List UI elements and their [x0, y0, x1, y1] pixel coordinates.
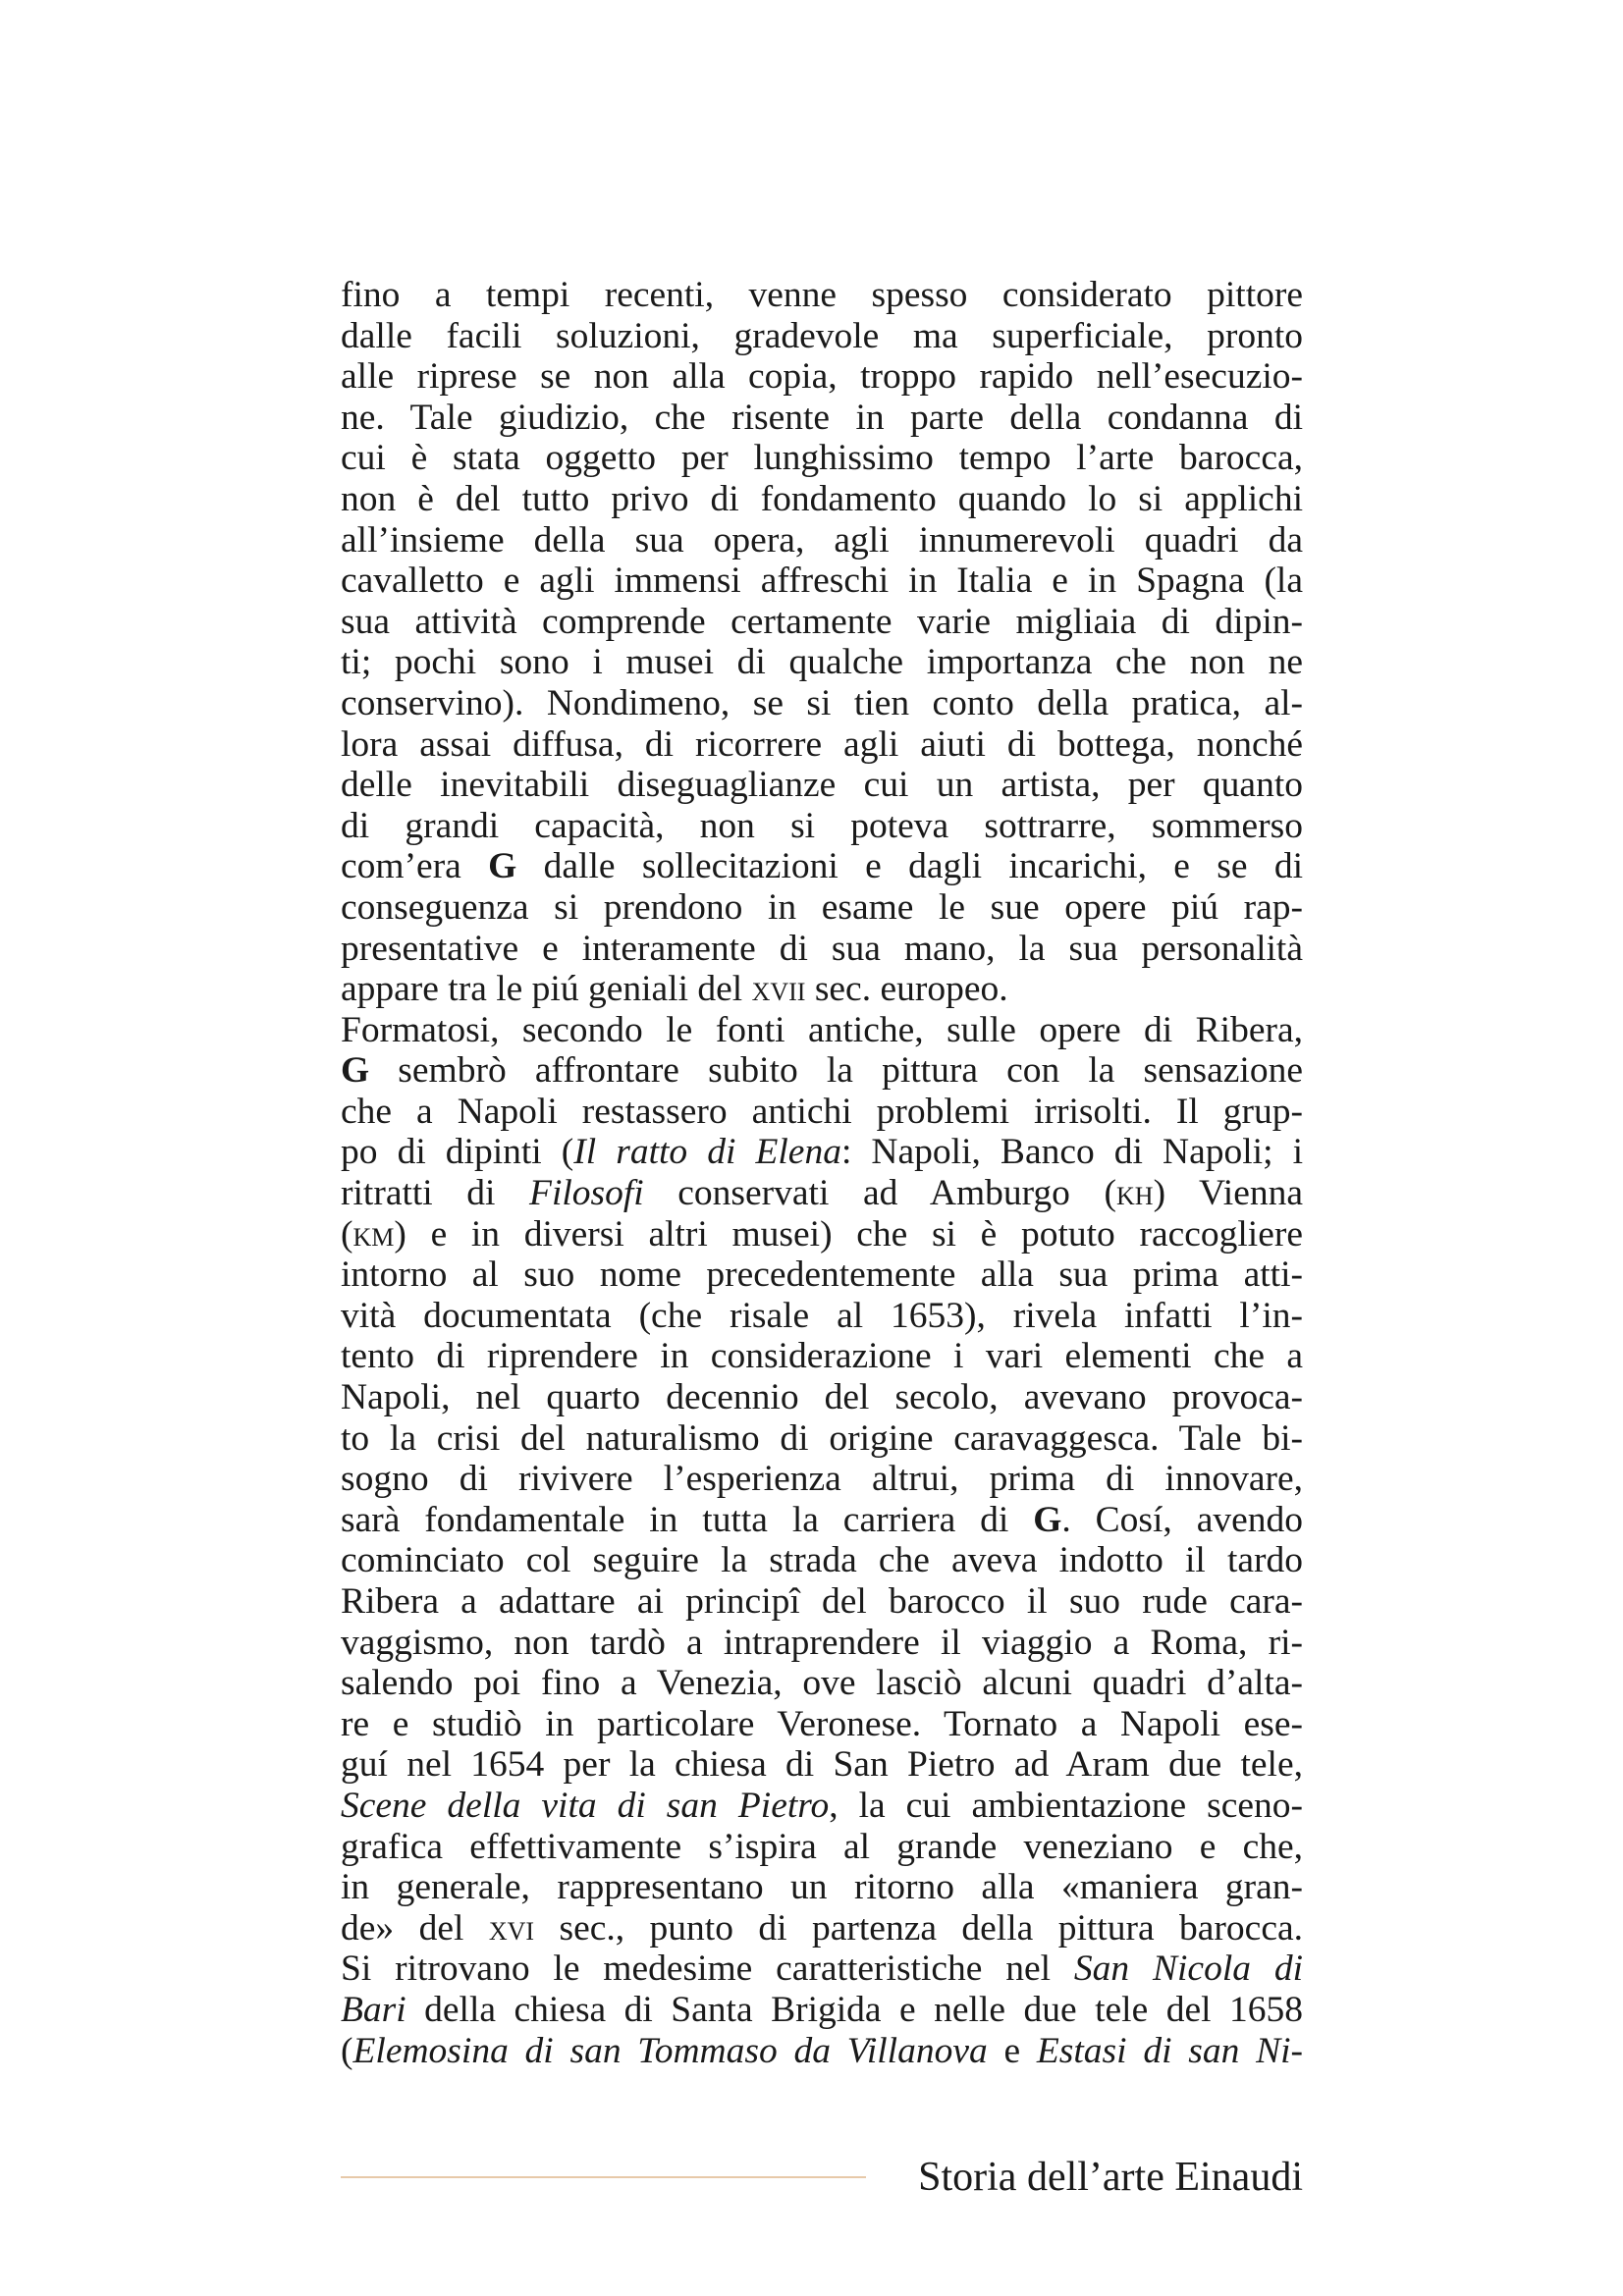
text-run: de» del: [341, 1907, 489, 1949]
text-run: presentative e interamente di sua mano, la sua personalità: [341, 928, 1303, 969]
footer-title: Storia dell’arte Einaudi: [918, 2155, 1303, 2200]
text-run: delle inevitabili diseguaglianze cui un artista, per quanto: [341, 765, 1303, 806]
text-run: sua attività comprende certamente varie migliaia di dipin-: [341, 601, 1303, 642]
artist-initial: G: [488, 846, 517, 887]
text-run: Formatosi, secondo le fonti antiche, sulle opere di Ribera,: [341, 1009, 1303, 1050]
text-line: [341, 1744, 1303, 1786]
text-line: [341, 1377, 1303, 1418]
text-run: sec. europeo.: [805, 969, 1008, 1010]
italic-title: Elemosina di san Tommaso da Villanova: [352, 2030, 988, 2071]
text-run: dalle facili soluzioni, gradevole ma superficiale, pronto: [341, 315, 1303, 356]
text-run: ti; pochi sono i musei di qualche importanza che non ne: [341, 642, 1303, 683]
text-line: [341, 969, 1303, 1010]
text-line: [341, 887, 1303, 929]
text-line: [341, 1050, 1303, 1092]
text-line: [341, 1704, 1303, 1745]
text-run: ) Vienna: [1153, 1173, 1303, 1214]
text-run: vità documentata (che risale al 1653), rivela infatti l’in-: [341, 1295, 1303, 1336]
text-run: appare tra le piú geniali del: [341, 969, 752, 1010]
text-line: [341, 929, 1303, 970]
text-line: [341, 2031, 1303, 2072]
italic-title: Scene della vita di san Pietro: [341, 1785, 830, 1826]
text-run: all’insieme della sua opera, agli innumerevoli quadri da: [341, 519, 1303, 561]
text-run: fino a tempi recenti, venne spesso considerato pittore: [341, 275, 1303, 315]
text-run: in generale, rappresentano un ritorno alla «maniera gran-: [341, 1867, 1303, 1908]
text-run: re e studiò in particolare Veronese. Tornato a Napoli ese-: [341, 1703, 1303, 1744]
text-line: [341, 1336, 1303, 1377]
text-run: : Napoli, Banco di Napoli; i: [840, 1132, 1303, 1173]
text-line: [341, 1827, 1303, 1868]
text-line: [341, 1867, 1303, 1908]
text-run: cavalletto e agli immensi affreschi in Italia e in Spagna (la: [341, 561, 1303, 602]
text-line: [341, 1418, 1303, 1460]
text-line: [341, 398, 1303, 439]
text-run: guí nel 1654 per la chiesa di San Pietro ad Aram due tele,: [341, 1744, 1303, 1786]
text-run: com’era: [341, 846, 489, 887]
text-run: conservino). Nondimeno, se si tien conto della pratica, al-: [341, 682, 1303, 723]
text-line: [341, 1296, 1303, 1337]
text-line: [341, 1132, 1303, 1173]
text-line: [341, 724, 1303, 766]
text-run: ) e in diversi altri musei) che si è potuto raccogliere: [394, 1213, 1303, 1255]
text-line: [341, 1500, 1303, 1541]
text-line: [341, 602, 1303, 643]
artist-initial: G: [341, 1050, 370, 1092]
text-run: non è del tutto privo di fondamento quando lo si applichi: [341, 478, 1303, 519]
text-run: Ribera a adattare ai principî del barocco il suo rude cara-: [341, 1581, 1303, 1622]
text-line: [341, 1459, 1303, 1500]
text-line: [341, 479, 1303, 520]
text-line: [341, 356, 1303, 398]
text-run: vaggismo, non tardò a intraprendere il viaggio a Roma, ri-: [341, 1622, 1303, 1663]
small-caps-text: kh: [1116, 1173, 1154, 1214]
text-run: grafica effettivamente s’ispira al grande veneziano e che,: [341, 1826, 1303, 1867]
text-run: ritratti di: [341, 1173, 530, 1214]
text-run: Si ritrovano le medesime caratteristiche nel: [341, 1949, 1074, 1990]
text-run: ne. Tale giudizio, che risente in parte della condanna di: [341, 397, 1303, 438]
text-line: [341, 1173, 1303, 1214]
text-line: [341, 438, 1303, 479]
text-run: che a Napoli restassero antichi problemi irrisolti. Il grup-: [341, 1091, 1303, 1132]
text-line: [341, 642, 1303, 683]
italic-title: Filosofi: [529, 1173, 644, 1214]
text-run: . Cosí, avendo: [1061, 1499, 1303, 1540]
text-run: sarà fondamentale in tutta la carriera di: [341, 1499, 1034, 1540]
text-line: [341, 520, 1303, 561]
text-line: [341, 1214, 1303, 1255]
italic-title: Il ratto di Elena: [573, 1132, 841, 1173]
text-line: [341, 561, 1303, 602]
text-line: [341, 1786, 1303, 1827]
artist-initial: G: [1033, 1499, 1062, 1540]
text-run: salendo poi fino a Venezia, ove lasciò alcuni quadri d’alta-: [341, 1663, 1303, 1704]
text-run: della chiesa di Santa Brigida e nelle due tele del 1658: [406, 1989, 1303, 2030]
text-run: (: [341, 2030, 353, 2071]
text-run: (: [341, 1213, 353, 1255]
italic-title: Bari: [341, 1989, 406, 2030]
text-run: conseguenza si prendono in esame le sue opere piú rap-: [341, 886, 1303, 928]
text-run: cominciato col seguire la strada che aveva indotto il tardo: [341, 1540, 1303, 1581]
text-line: [341, 683, 1303, 724]
text-line: [341, 1990, 1303, 2031]
text-line: [341, 846, 1303, 887]
small-caps-text: xvi: [488, 1907, 535, 1949]
text-line: [341, 1010, 1303, 1051]
text-line: [341, 316, 1303, 357]
text-run: Napoli, nel quarto decennio del secolo, avevano provoca-: [341, 1377, 1303, 1418]
text-run: sogno di rivivere l’esperienza altrui, prima di innovare,: [341, 1459, 1303, 1500]
text-run: po di dipinti (: [341, 1132, 574, 1173]
text-run: to la crisi del naturalismo di origine caravaggesca. Tale bi-: [341, 1417, 1303, 1459]
body-text: [341, 275, 1303, 2071]
text-line: [341, 1663, 1303, 1704]
text-run: alle riprese se non alla copia, troppo rapido nell’esecuzio-: [341, 356, 1303, 398]
footer-rule: [341, 2176, 866, 2178]
text-run: sembrò affrontare subito la pittura con la sensazione: [369, 1050, 1303, 1092]
text-line: [341, 806, 1303, 847]
text-line: [341, 1092, 1303, 1133]
text-run: , la cui ambientazione sceno-: [829, 1785, 1303, 1826]
text-line: [341, 1581, 1303, 1623]
text-run: e: [987, 2030, 1037, 2071]
text-run: di grandi capacità, non si poteva sottrarre, sommerso: [341, 805, 1303, 846]
small-caps-text: xvii: [751, 969, 806, 1010]
text-line: [341, 1623, 1303, 1664]
text-line: [341, 1908, 1303, 1949]
text-run: sec., punto di partenza della pittura barocca.: [534, 1907, 1303, 1949]
text-run: lora assai diffusa, di ricorrere agli aiuti di bottega, nonché: [341, 723, 1303, 765]
italic-title: Estasi di san Ni-: [1036, 2030, 1303, 2071]
text-line: [341, 275, 1303, 316]
small-caps-text: km: [352, 1213, 395, 1255]
text-run: conservati ad Amburgo (: [643, 1173, 1116, 1214]
text-line: [341, 765, 1303, 806]
text-run: intorno al suo nome precedentemente alla sua prima atti-: [341, 1255, 1303, 1296]
text-line: [341, 1949, 1303, 1990]
text-run: dalle sollecitazioni e dagli incarichi, e se di: [516, 846, 1303, 887]
text-line: [341, 1255, 1303, 1296]
text-run: cui è stata oggetto per lunghissimo tempo l’arte barocca,: [341, 438, 1303, 479]
italic-title: San Nicola di: [1073, 1949, 1303, 1990]
text-line: [341, 1540, 1303, 1581]
text-run: tento di riprendere in considerazione i vari elementi che a: [341, 1336, 1303, 1377]
